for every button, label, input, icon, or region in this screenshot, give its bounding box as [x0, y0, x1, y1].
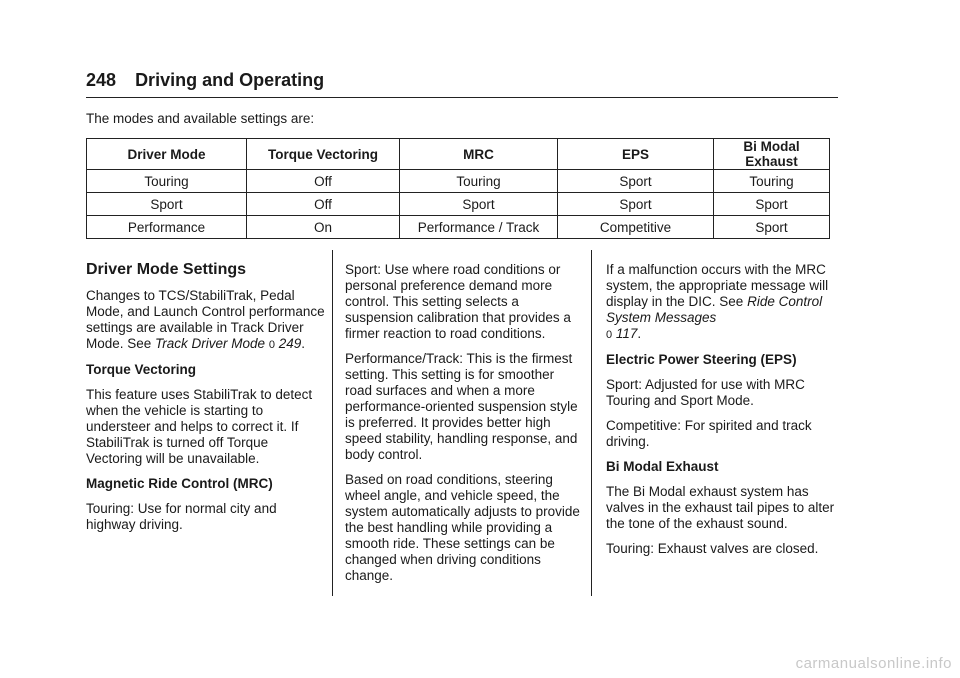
- mrc-heading: Magnetic Ride Control (MRC): [86, 476, 273, 491]
- track-driver-mode-link[interactable]: Track Driver Mode: [155, 336, 266, 351]
- column-divider-2: [591, 250, 592, 596]
- eps-sport-text: Sport: Adjusted for use with MRC Touring and Sport Mode.: [606, 377, 805, 408]
- bi-modal-exhaust-heading: Bi Modal Exhaust: [606, 459, 719, 474]
- table-cell: Off: [247, 170, 400, 193]
- exhaust-touring-text: Touring: Exhaust valves are closed.: [606, 541, 819, 556]
- table-cell: Sport: [558, 193, 714, 216]
- mrc-touring-text: Touring: Use for normal city and highway driving.: [86, 501, 277, 532]
- table-row: [87, 170, 830, 193]
- table-cell: Sport: [714, 216, 830, 239]
- table-cell: Touring: [714, 170, 830, 193]
- table-cell: Competitive: [558, 216, 714, 239]
- torque-vectoring-text: This feature uses StabiliTrak to detect when the vehicle is starting to understeer and helps to correct it. If StabiliTrak is turned off Torque Vectoring will be unavailable.: [86, 387, 313, 466]
- ride-control-messages-link[interactable]: Ride Control System Messages: [606, 294, 823, 325]
- page-ref-icon: 0: [606, 329, 613, 341]
- page-header: [86, 70, 838, 98]
- header-bi-modal-exhaust: Bi Modal Exhaust: [714, 139, 830, 170]
- header-torque-vectoring: Torque Vectoring: [247, 139, 400, 170]
- column-left: [86, 262, 326, 542]
- mrc-malfunction-text: If a malfunction occurs with the MRC system, the appropriate message will display in the DIC. See Ride Control System Messages 0 117.: [606, 262, 829, 341]
- table-cell: Sport: [714, 193, 830, 216]
- table-cell: Touring: [87, 170, 247, 193]
- table-header-row: [87, 139, 830, 170]
- driver-mode-settings-heading: Driver Mode Settings: [86, 261, 247, 278]
- page-ref-icon: 0: [268, 339, 275, 351]
- bi-modal-exhaust-text: The Bi Modal exhaust system has valves in the exhaust tail pipes to alter the tone of the exhaust sound.: [606, 484, 835, 531]
- watermark: carmanualsonline.info: [795, 655, 952, 672]
- page-number: 248: [86, 70, 117, 90]
- header-driver-mode: Driver Mode: [87, 139, 247, 170]
- eps-heading: Electric Power Steering (EPS): [606, 352, 797, 367]
- page-ref-117[interactable]: 117: [615, 326, 638, 341]
- table-row: [87, 216, 830, 239]
- header-mrc: MRC: [400, 139, 558, 170]
- table-cell: Sport: [400, 193, 558, 216]
- eps-competitive-text: Competitive: For spirited and track driving.: [606, 418, 812, 449]
- table-row: [87, 193, 830, 216]
- mrc-sport-text: Sport: Use where road conditions or personal preference demand more control. This setting selects a suspension calibration that provides a firmer reaction to road conditions.: [345, 262, 571, 341]
- modes-table: [86, 138, 830, 239]
- column-middle: [345, 262, 581, 593]
- table-cell: Performance: [87, 216, 247, 239]
- header-eps: EPS: [558, 139, 714, 170]
- mrc-performance-text: Performance/Track: This is the firmest setting. This setting is for smoother road surfaces and when a more performance-oriented suspension style is preferred. It provides better high speed stability, handling response, and body control.: [345, 351, 578, 462]
- table-cell: Off: [247, 193, 400, 216]
- table-cell: Sport: [558, 170, 714, 193]
- table-cell: Sport: [87, 193, 247, 216]
- page-ref-249[interactable]: 249: [278, 336, 302, 351]
- intro-text: The modes and available settings are:: [86, 111, 315, 126]
- column-right: [606, 262, 842, 566]
- table-cell: On: [247, 216, 400, 239]
- driver-mode-settings-text: Changes to TCS/StabiliTrak, Pedal Mode, and Launch Control performance settings are available in Track Driver Mode. See Track Driver Mode 0 249.: [86, 288, 325, 351]
- column-divider-1: [332, 250, 333, 596]
- torque-vectoring-heading: Torque Vectoring: [86, 362, 197, 377]
- mrc-adjust-text: Based on road conditions, steering wheel angle, and vehicle speed, the system automatically adjusts to provide the best handling while providing a smooth ride. These settings can be changed when driving conditions change.: [345, 472, 580, 583]
- table-cell: Performance / Track: [400, 216, 558, 239]
- table-cell: Touring: [400, 170, 558, 193]
- section-title: Driving and Operating: [135, 70, 325, 90]
